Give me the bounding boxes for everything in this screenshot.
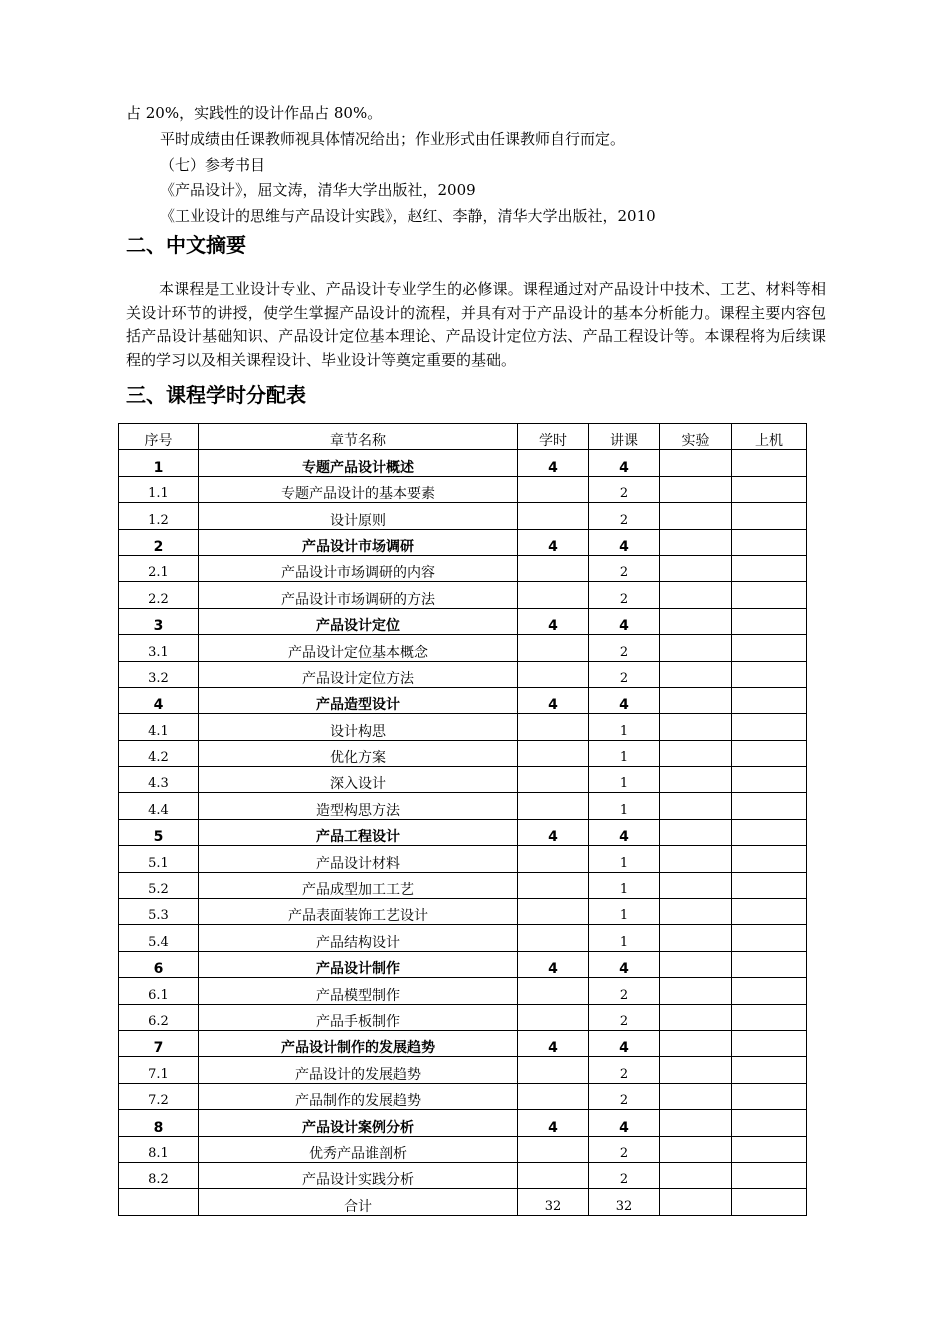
table-cell: 2 bbox=[589, 1083, 660, 1109]
table-cell: 1 bbox=[589, 925, 660, 951]
table-cell bbox=[518, 1083, 589, 1109]
table-cell: 产品工程设计 bbox=[199, 819, 518, 845]
table-cell: 产品设计定位基本概念 bbox=[199, 635, 518, 661]
table-cell bbox=[732, 740, 807, 766]
table-cell bbox=[518, 899, 589, 925]
table-cell bbox=[660, 529, 732, 555]
table-cell bbox=[518, 925, 589, 951]
table-cell bbox=[518, 793, 589, 819]
hours-heading: 三、课程学时分配表 bbox=[126, 383, 306, 407]
table-cell bbox=[732, 1057, 807, 1083]
chapter-row bbox=[119, 1110, 807, 1136]
table-cell bbox=[660, 450, 732, 476]
table-total-row bbox=[119, 1189, 807, 1215]
table-cell: 产品设计制作的发展趋势 bbox=[199, 1030, 518, 1056]
table-cell bbox=[660, 951, 732, 977]
table-cell bbox=[518, 1162, 589, 1188]
table-cell bbox=[518, 1136, 589, 1162]
table-cell bbox=[660, 1162, 732, 1188]
table-cell: 4 bbox=[589, 1030, 660, 1056]
table-cell bbox=[732, 635, 807, 661]
table-cell: 1 bbox=[589, 767, 660, 793]
table-cell bbox=[732, 1189, 807, 1215]
table-cell bbox=[660, 635, 732, 661]
table-cell: 2 bbox=[589, 503, 660, 529]
table-cell: 产品设计市场调研的内容 bbox=[199, 555, 518, 581]
table-cell: 1 bbox=[589, 740, 660, 766]
table-cell: 4 bbox=[589, 529, 660, 555]
table-cell: 产品设计材料 bbox=[199, 846, 518, 872]
table-cell bbox=[660, 476, 732, 502]
table-cell: 产品设计制作 bbox=[199, 951, 518, 977]
table-cell: 优化方案 bbox=[199, 740, 518, 766]
section-row bbox=[119, 740, 807, 766]
table-cell bbox=[660, 1110, 732, 1136]
table-header-row bbox=[119, 424, 807, 450]
table-cell: 1 bbox=[589, 714, 660, 740]
chapter-row bbox=[119, 951, 807, 977]
table-cell bbox=[732, 1136, 807, 1162]
table-cell: 2 bbox=[589, 582, 660, 608]
table-cell bbox=[660, 793, 732, 819]
column-header: 上机 bbox=[732, 424, 807, 450]
table-cell: 6 bbox=[119, 951, 199, 977]
table-cell: 1 bbox=[589, 793, 660, 819]
table-cell: 5.4 bbox=[119, 925, 199, 951]
summary-body: 本课程是工业设计专业、产品设计专业学生的必修课。课程通过对产品设计中技术、工艺、材料等相关设计环节的讲授，使学生掌握产品设计的流程，并具有对于产品设计的基本分析能力。课程主要内容包括产品设计基础知识、产品设计定位基本理论、产品设计定位方法、产品工程设计等。本课程将为后续课程的学习以及相关课程设计、毕业设计等奠定重要的基础。 bbox=[126, 280, 826, 369]
table-cell: 产品造型设计 bbox=[199, 687, 518, 713]
table-cell bbox=[518, 740, 589, 766]
table-cell: 2 bbox=[589, 1162, 660, 1188]
table-cell: 4 bbox=[518, 819, 589, 845]
table-cell bbox=[732, 767, 807, 793]
table-cell bbox=[518, 1004, 589, 1030]
table-cell: 合计 bbox=[199, 1189, 518, 1215]
table-cell: 2 bbox=[589, 1057, 660, 1083]
table-cell bbox=[660, 608, 732, 634]
table-cell: 2 bbox=[589, 476, 660, 502]
table-cell bbox=[518, 872, 589, 898]
table-cell: 产品设计市场调研 bbox=[199, 529, 518, 555]
table-cell: 3.2 bbox=[119, 661, 199, 687]
table-cell: 6.2 bbox=[119, 1004, 199, 1030]
table-cell: 4.2 bbox=[119, 740, 199, 766]
table-cell: 4 bbox=[589, 951, 660, 977]
table-cell bbox=[732, 899, 807, 925]
table-cell: 产品模型制作 bbox=[199, 978, 518, 1004]
table-cell: 2 bbox=[589, 555, 660, 581]
table-cell: 32 bbox=[518, 1189, 589, 1215]
table-cell: 4 bbox=[518, 529, 589, 555]
table-cell bbox=[732, 819, 807, 845]
section-row bbox=[119, 1004, 807, 1030]
section-row bbox=[119, 1083, 807, 1109]
table-cell: 4 bbox=[589, 450, 660, 476]
section-row bbox=[119, 635, 807, 661]
section-row bbox=[119, 1162, 807, 1188]
reference-1: 《产品设计》，屈文涛，清华大学出版社，2009 bbox=[160, 181, 476, 199]
section-row bbox=[119, 503, 807, 529]
table-cell: 优秀产品谁剖析 bbox=[199, 1136, 518, 1162]
table-cell bbox=[660, 978, 732, 1004]
chapter-row bbox=[119, 450, 807, 476]
table-cell bbox=[660, 1057, 732, 1083]
chapter-row bbox=[119, 819, 807, 845]
table-cell bbox=[732, 872, 807, 898]
table-cell bbox=[732, 925, 807, 951]
table-cell: 2 bbox=[589, 978, 660, 1004]
table-cell: 2 bbox=[589, 661, 660, 687]
table-cell: 7.1 bbox=[119, 1057, 199, 1083]
table-cell: 4 bbox=[518, 608, 589, 634]
table-cell: 1 bbox=[589, 899, 660, 925]
table-cell: 4 bbox=[589, 819, 660, 845]
column-header: 讲课 bbox=[589, 424, 660, 450]
table-cell: 4 bbox=[589, 1110, 660, 1136]
table-cell: 8.2 bbox=[119, 1162, 199, 1188]
table-cell: 5.3 bbox=[119, 899, 199, 925]
section-row bbox=[119, 582, 807, 608]
table-cell: 1.1 bbox=[119, 476, 199, 502]
table-cell bbox=[660, 1136, 732, 1162]
table-cell: 4 bbox=[589, 687, 660, 713]
table-cell bbox=[732, 450, 807, 476]
section-row bbox=[119, 978, 807, 1004]
table-cell: 1 bbox=[119, 450, 199, 476]
table-cell: 产品设计案例分析 bbox=[199, 1110, 518, 1136]
table-cell bbox=[660, 899, 732, 925]
table-cell bbox=[518, 661, 589, 687]
table-cell bbox=[732, 714, 807, 740]
table-cell bbox=[660, 582, 732, 608]
table-cell: 2.1 bbox=[119, 555, 199, 581]
table-cell bbox=[660, 687, 732, 713]
table-cell bbox=[518, 555, 589, 581]
section-row bbox=[119, 1057, 807, 1083]
table-cell bbox=[660, 1189, 732, 1215]
table-cell: 专题产品设计概述 bbox=[199, 450, 518, 476]
table-cell: 4 bbox=[518, 951, 589, 977]
section-row bbox=[119, 767, 807, 793]
table-cell: 产品表面装饰工艺设计 bbox=[199, 899, 518, 925]
table-cell bbox=[660, 819, 732, 845]
table-cell bbox=[732, 1110, 807, 1136]
section-row bbox=[119, 846, 807, 872]
table-cell bbox=[518, 635, 589, 661]
column-header: 序号 bbox=[119, 424, 199, 450]
table-cell: 6.1 bbox=[119, 978, 199, 1004]
table-cell bbox=[518, 767, 589, 793]
section-row bbox=[119, 476, 807, 502]
table-cell bbox=[660, 714, 732, 740]
table-cell: 2 bbox=[589, 635, 660, 661]
table-cell: 4.4 bbox=[119, 793, 199, 819]
table-cell bbox=[660, 503, 732, 529]
table-cell bbox=[732, 793, 807, 819]
table-cell bbox=[732, 582, 807, 608]
reference-2: 《工业设计的思维与产品设计实践》，赵红、李静，清华大学出版社，2010 bbox=[160, 207, 656, 225]
section-row bbox=[119, 661, 807, 687]
table-cell bbox=[119, 1189, 199, 1215]
table-cell bbox=[732, 1004, 807, 1030]
table-cell bbox=[518, 476, 589, 502]
table-cell bbox=[518, 582, 589, 608]
table-cell bbox=[518, 714, 589, 740]
table-cell: 4 bbox=[518, 450, 589, 476]
table-cell bbox=[732, 951, 807, 977]
table-cell: 1.2 bbox=[119, 503, 199, 529]
table-cell bbox=[732, 1083, 807, 1109]
table-cell: 2 bbox=[589, 1136, 660, 1162]
table-cell bbox=[660, 555, 732, 581]
table-cell bbox=[660, 1083, 732, 1109]
table-cell: 1 bbox=[589, 846, 660, 872]
table-cell bbox=[518, 1057, 589, 1083]
section-row bbox=[119, 714, 807, 740]
table-cell bbox=[732, 608, 807, 634]
table-cell: 产品制作的发展趋势 bbox=[199, 1083, 518, 1109]
table-cell: 设计构思 bbox=[199, 714, 518, 740]
table-cell: 产品设计市场调研的方法 bbox=[199, 582, 518, 608]
regular-score-line: 平时成绩由任课教师视具体情况给出；作业形式由任课教师自行而定。 bbox=[160, 130, 626, 148]
table-cell: 5.1 bbox=[119, 846, 199, 872]
table-cell: 产品结构设计 bbox=[199, 925, 518, 951]
table-cell: 造型构思方法 bbox=[199, 793, 518, 819]
table-cell bbox=[660, 661, 732, 687]
section-row bbox=[119, 925, 807, 951]
table-cell: 产品手板制作 bbox=[199, 1004, 518, 1030]
table-cell: 8.1 bbox=[119, 1136, 199, 1162]
section-row bbox=[119, 555, 807, 581]
table-cell: 32 bbox=[589, 1189, 660, 1215]
table-cell bbox=[660, 846, 732, 872]
summary-heading: 二、中文摘要 bbox=[126, 233, 246, 257]
table-cell bbox=[732, 687, 807, 713]
table-cell: 4 bbox=[518, 1110, 589, 1136]
chapter-row bbox=[119, 608, 807, 634]
table-cell: 4 bbox=[518, 687, 589, 713]
column-header: 实验 bbox=[660, 424, 732, 450]
table-cell: 深入设计 bbox=[199, 767, 518, 793]
table-cell: 3 bbox=[119, 608, 199, 634]
table-cell: 设计原则 bbox=[199, 503, 518, 529]
table-cell bbox=[518, 503, 589, 529]
table-cell: 2.2 bbox=[119, 582, 199, 608]
table-cell bbox=[660, 1004, 732, 1030]
table-cell: 产品成型加工工艺 bbox=[199, 872, 518, 898]
table-cell: 2 bbox=[119, 529, 199, 555]
table-cell: 2 bbox=[589, 1004, 660, 1030]
table-cell: 4.1 bbox=[119, 714, 199, 740]
table-cell bbox=[732, 1162, 807, 1188]
table-cell: 4 bbox=[518, 1030, 589, 1056]
table-cell: 5.2 bbox=[119, 872, 199, 898]
table-cell bbox=[732, 476, 807, 502]
section-row bbox=[119, 793, 807, 819]
table-cell bbox=[518, 846, 589, 872]
table-cell: 3.1 bbox=[119, 635, 199, 661]
chapter-row bbox=[119, 529, 807, 555]
table-cell: 4 bbox=[119, 687, 199, 713]
table-cell: 产品设计实践分析 bbox=[199, 1162, 518, 1188]
table-cell: 7 bbox=[119, 1030, 199, 1056]
chapter-row bbox=[119, 687, 807, 713]
chapter-row bbox=[119, 1030, 807, 1056]
section-row bbox=[119, 1136, 807, 1162]
column-header: 章节名称 bbox=[199, 424, 518, 450]
table-cell bbox=[660, 1030, 732, 1056]
table-cell bbox=[732, 503, 807, 529]
table-cell bbox=[660, 767, 732, 793]
table-cell bbox=[660, 872, 732, 898]
assessment-line: 占 20%，实践性的设计作品占 80%。 bbox=[126, 104, 383, 122]
hours-table bbox=[118, 423, 807, 1216]
table-cell bbox=[732, 529, 807, 555]
table-cell: 产品设计定位方法 bbox=[199, 661, 518, 687]
table-cell bbox=[732, 1030, 807, 1056]
table-cell: 产品设计的发展趋势 bbox=[199, 1057, 518, 1083]
table-cell: 产品设计定位 bbox=[199, 608, 518, 634]
table-cell: 1 bbox=[589, 872, 660, 898]
table-cell bbox=[732, 661, 807, 687]
table-cell: 专题产品设计的基本要素 bbox=[199, 476, 518, 502]
table-cell bbox=[518, 978, 589, 1004]
section-row bbox=[119, 899, 807, 925]
table-cell bbox=[732, 978, 807, 1004]
references-heading: （七）参考书目 bbox=[160, 156, 266, 174]
table-cell: 4 bbox=[589, 608, 660, 634]
table-cell: 5 bbox=[119, 819, 199, 845]
table-cell bbox=[660, 925, 732, 951]
table-cell bbox=[660, 740, 732, 766]
table-cell bbox=[732, 846, 807, 872]
table-cell bbox=[732, 555, 807, 581]
column-header: 学时 bbox=[518, 424, 589, 450]
table-cell: 4.3 bbox=[119, 767, 199, 793]
table-cell: 8 bbox=[119, 1110, 199, 1136]
table-cell: 7.2 bbox=[119, 1083, 199, 1109]
section-row bbox=[119, 872, 807, 898]
